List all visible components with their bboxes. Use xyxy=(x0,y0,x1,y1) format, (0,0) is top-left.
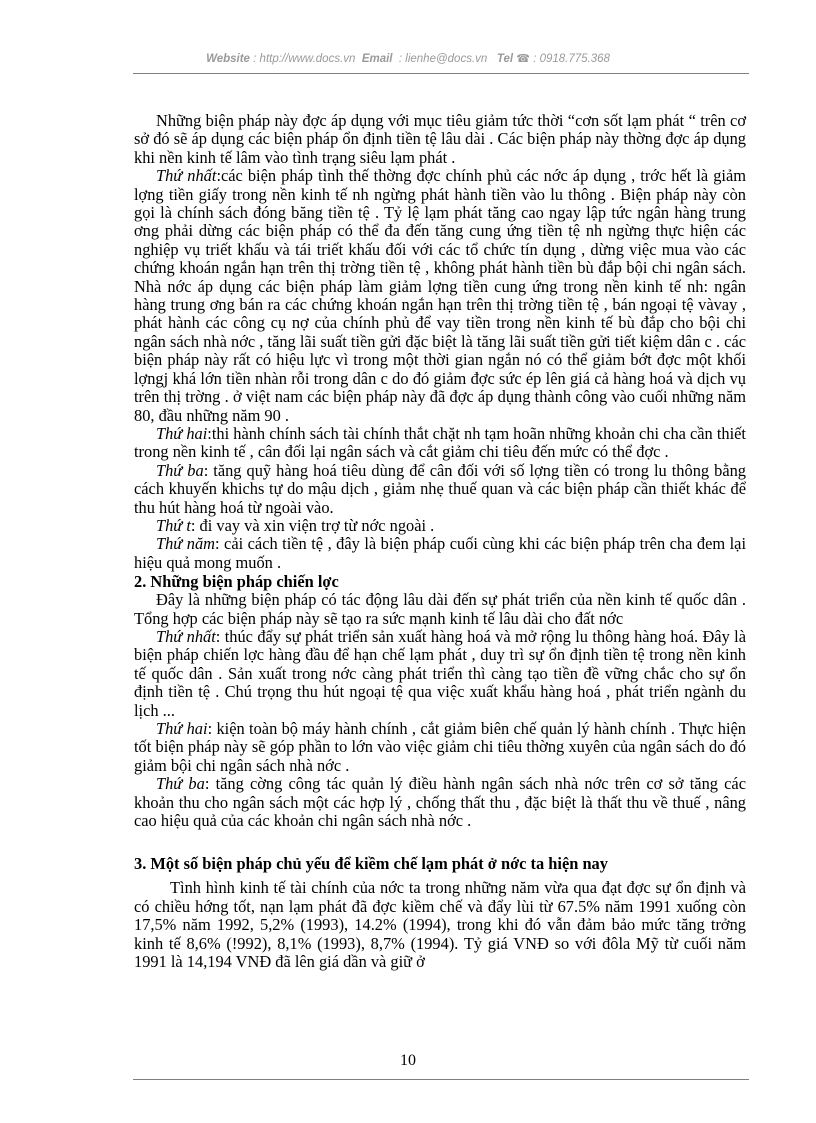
paragraph-text: : thúc đẩy sự phát triển sản xuất hàng hoá và mở rộng lu thông hàng hoá. Đây là biện pháp chiến lợc hàng đầu để hạn chế lạm phát , duy trì sự ổn định tiền tệ trong nền kinh tế quốc dân . Sản xuất trong nớc càng phát triển thì càng tạo tiền đề vững chắc cho sự ổn định tiền tệ . Chú trọng thu hút ngoại tệ qua việc xuất khẩu hàng hoá , phát triển ngành du lịch ... xyxy=(134,626,746,720)
section-heading: 3. Một số biện pháp chủ yếu để kiềm chế lạm phát ở nớc ta hiện nay xyxy=(134,854,608,874)
paragraph-text: : kiện toàn bộ máy hành chính , cắt giảm biên chế quản lý hành chính . Thực hiện tốt biện pháp này sẽ góp phần to lớn vào việc giảm chi tiêu thờng xuyên của ngân sách do đó giảm bội chi ngân sách nhà nớc . xyxy=(134,719,746,775)
paragraph xyxy=(134,591,746,628)
website-label: Website xyxy=(206,53,250,65)
paragraph-label: Thứ nhất xyxy=(156,166,217,186)
paragraph-text: : tăng cờng công tác quản lý điều hành ngân sách nhà nớc trên cơ sở tăng các khoản thu cho ngân sách một các hợp lý , chống thất thu , đặc biệt là thất thu về thuế , nâng cao hiệu quả của các khoản chi ngân sách nhà nớc . xyxy=(134,774,746,831)
paragraph-label: Thứ hai xyxy=(156,719,208,738)
paragraph-label: Thứ t xyxy=(156,515,191,535)
paragraph xyxy=(134,775,746,830)
paragraph-text: Những biện pháp này đợc áp dụng với mục tiêu giảm tức thời “cơn sốt lạm phát “ trên cơ sở đó sẽ áp dụng các biện pháp ổn định tiền tệ lâu dài . Các biện pháp này thờng đợc áp dụng khi nền kinh tế lâm vào tình trạng siêu lạm phát . xyxy=(134,111,746,167)
paragraph-text: : tăng quỹ hàng hoá tiêu dùng để cân đối với số lợng tiền có trong lu thông bằng cách khuyến khichs tự do mậu dịch , giảm nhẹ thuế quan và các biện pháp cần thiết khác để thu hút hàng hoá từ ngoài vào. xyxy=(134,460,746,517)
paragraph-text: Tình hình kinh tế tài chính của nớc ta trong những năm vừa qua đạt đợc sự ổn định và có chiều hớng tốt, nạn lạm phát đã đợc kiềm chế và đẩy lùi từ 67.5% năm 1991 xuống còn 17,5% năm 1992, 5,2% (1993), 14.2% (1994), trong khi đó vẫn đảm bảo mức tăng trởng kinh tế 8,6% (!992), 8,1% (1993), 8,7% (1994). Tỷ giá VNĐ so với đôla Mỹ từ cuối năm 1991 là 14,194 VNĐ đã lên giá dần và giữ ở xyxy=(134,878,746,972)
paragraph xyxy=(134,462,746,517)
document-body xyxy=(134,112,746,971)
paragraph-label: Thứ ba xyxy=(156,460,204,480)
phone-icon: ☎ xyxy=(516,53,530,65)
header-divider xyxy=(133,73,749,74)
paragraph xyxy=(134,167,746,425)
section-heading: 2. Những biện pháp chiến lợc xyxy=(134,572,339,592)
page-header xyxy=(0,52,816,65)
paragraph-text: :thi hành chính sách tài chính thắt chặt nh tạm hoãn những khoản chi cha cần thiết trong nền kinh tế , cân đối lại ngân sách và cắt giảm chi tiêu đến mức có thể đợc . xyxy=(134,423,746,462)
paragraph xyxy=(134,425,746,462)
tel-value: : 0918.775.368 xyxy=(533,53,610,65)
paragraph xyxy=(134,720,746,775)
email-label: Email xyxy=(361,53,393,65)
page-number: 10 xyxy=(400,1052,416,1069)
paragraph xyxy=(134,628,746,720)
paragraph-label: Thứ năm xyxy=(156,534,215,554)
paragraph-label: Thứ hai xyxy=(156,423,208,443)
paragraph xyxy=(134,535,746,572)
paragraph xyxy=(134,879,746,971)
paragraph-label: Thứ ba xyxy=(156,774,205,794)
paragraph-text: :các biện pháp tình thế thờng đợc chính phủ các nớc áp dụng , trớc hết là giảm lợng tiền giấy trong nền kinh tế nh ngừng phát hành tiền vào lu thông . Biện pháp này còn gọi là chính sách đóng băng tiền tệ . Tỷ lệ lạm phát tăng cao ngay lập tức ngân hàng trung ơng phải dừng các biện pháp có thể đa đến tăng cung ứng tiền tệ nh ngừng thực hiện các nghiệp vụ triết khấu và tái triết khấu đối với các tổ chức tín dụng , dừng việc mua vào các chứng khoán ngắn hạn trên thị trờng tiền tệ , không phát hành tiền bù đắp bội chi ngân sách. Nhà nớc áp dụng các biện pháp làm giảm lợng tiền cung ứng trong nền kinh tế nh: ngân hàng trung ơng bán ra các chứng khoán ngắn hạn trên thị trờng tiền tệ , bán ngoại tệ vàvay , phát hành các công cụ nợ của chính phủ để vay tiền trong nền kinh tế bù đắp cho bội chi ngân sách nhà nớc , tăng lãi suất tiền gửi đặc biệt là tăng lãi suất tiền gửi tiết kiệm dân c . các biện pháp này rất có hiệu lực vì trong một thời gian ngắn nó có thể giảm bớt đợc một khối lợngj khá lớn tiền nhàn rỗi trong dân c do đó giảm đợc sức ép lên giá cả hàng hoá và dịch vụ trên thị trờng . ở việt nam các biện pháp này đã đợc áp dụng thành công vào cuối những năm 80, đầu những năm 90 . xyxy=(134,166,746,425)
tel-label: Tel xyxy=(496,53,514,65)
paragraph-text: : đi vay và xin viện trợ từ nớc ngoài . xyxy=(190,515,435,535)
paragraph-text: Đây là những biện pháp có tác động lâu dài đến sự phát triển của nền kinh tế quốc dân . Tổng hợp các biện pháp này sẽ tạo ra sức mạnh kinh tế lâu dài cho đất nớc xyxy=(134,590,746,628)
paragraph xyxy=(134,112,746,167)
paragraph-text: : cải cách tiền tệ , đây là biện pháp cuối cùng khi các biện pháp trên cha đem lại hiệu quả mong muốn . xyxy=(134,534,747,572)
paragraph xyxy=(134,517,746,535)
footer-divider xyxy=(133,1079,749,1080)
email-value: : lienhe@docs.vn xyxy=(398,53,488,65)
paragraph-label: Thứ nhất xyxy=(156,626,216,646)
website-value: : http://www.docs.vn xyxy=(253,53,356,65)
